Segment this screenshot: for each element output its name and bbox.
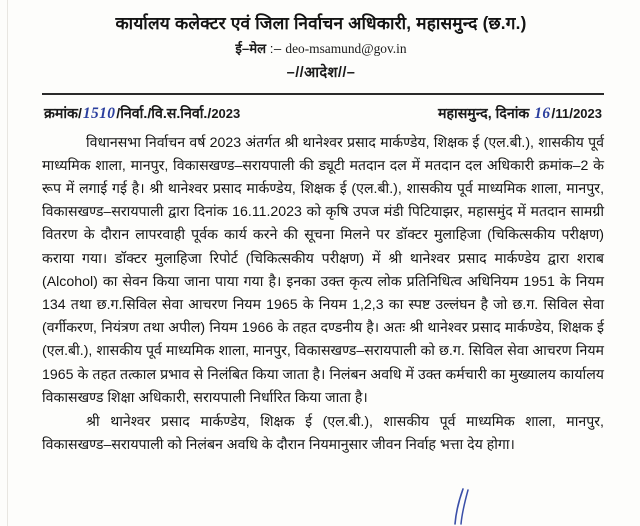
email-label: ई–मेल [235,40,267,56]
slash-6: / [569,105,574,122]
email-address: deo-msamund@gov.in [285,40,407,56]
slash-4: / [207,105,212,122]
handwritten-date-day: 16 [534,104,551,122]
order-heading: –//आदेश//– [286,64,356,81]
slash-5: / [551,105,556,122]
place-label: महासमुन्द, [438,105,492,122]
reference-assembly-short: वि.स.निर्वा. [151,105,208,122]
slash-3: / [147,105,152,122]
date-month: 11 [555,105,570,121]
reference-row [36,104,606,123]
handwritten-reference-number: 1510 [82,104,116,122]
order-body [36,131,606,457]
reference-year: 2023 [211,105,241,121]
date-year: 2023 [573,105,602,121]
office-title: कार्यालय कलेक्टर एवं जिला निर्वाचन अधिकारी, महासमुन्द (छ.ग.) [115,13,527,33]
header-divider [42,93,604,95]
date-label: दिनांक [495,105,530,122]
email-separator: :– [269,40,282,56]
reference-label: क्रमांक [44,105,78,122]
slash-1: / [77,105,82,122]
slash-2: / [116,105,121,122]
letterhead [36,0,606,82]
reference-number-group [44,104,240,123]
order-paragraph-2: श्री थानेश्वर प्रसाद मार्कण्डेय, शिक्षक ई (एल.बी.), शासकीय पूर्व माध्यमिक शाला, मानपुर, विकासखण्ड–सरायपाली को निलंबन अवधि के दौरान नियमानुसार जीवन निर्वाह भत्ता देय होगा। [42,412,604,453]
reference-dept-short: निर्वा. [120,105,148,122]
email-line [36,39,606,57]
place-date-group [438,104,602,123]
order-paragraph-1: विधानसभा निर्वाचन वर्ष 2023 अंतर्गत श्री थानेश्वर प्रसाद मार्कण्डेय, शिक्षक ई (एल.बी.), शासकीय पूर्व माध्यमिक शाला, मानपुर, विकासखण्ड–सरायपाली की ड्यूटी मतदान दल में मतदान दल अधिकारी क्रमांक–2 के रूप में लगाई गई है। श्री थानेश्वर प्रसाद मार्कण्डेय, शिक्षक ई (एल.बी.), शासकीय पूर्व माध्यमिक शाला, मानपुर, विकासखण्ड–सरायपाली द्वारा दिनांक 16.11.2023 को कृषि उपज मंडी पिटियाझर, महासमुंद में मतदान सामग्री वितरण के दौरान लापरवाही पूर्वक कार्य करने की सूचना मिलने पर डॉक्टर मुलाहिजा (चिकित्सकीय परीक्षण) कराया गया। डॉक्टर मुलाहिजा रिपोर्ट (चिकित्सकीय परीक्षण) में श्री थानेश्वर प्रसाद मार्कण्डेय द्वारा शराब (Alcohol) का सेवन किया जाना पाया गया है। इनका उक्त कृत्य लोक प्रतिनिधित्व अधिनियम 1951 के नियम 134 तथा छ.ग.सिविल सेवा आचरण नियम 1965 के नियम 1,2,3 का स्पष्ट उल्लंघन है जो छ.ग. सिविल सेवा (वर्गीकरण, नियंत्रण तथा अपील) नियम 1966 के तहत दण्डनीय है। अतः श्री थानेश्वर प्रसाद मार्कण्डेय, शिक्षक ई (एल.बी.), शासकीय पूर्व माध्यमिक शाला, मानपुर, विकासखण्ड–सरायपाली को छ.ग. सिविल सेवा आचरण नियम 1965 के तहत तत्काल प्रभाव से निलंबित किया जाता है। निलंबन अवधि में उक्त कर्मचारी का मुख्यालय कार्यालय विकासखण्ड शिक्षा अधिकारी, सरायपाली निर्धारित किया जाता है। [42,133,604,405]
